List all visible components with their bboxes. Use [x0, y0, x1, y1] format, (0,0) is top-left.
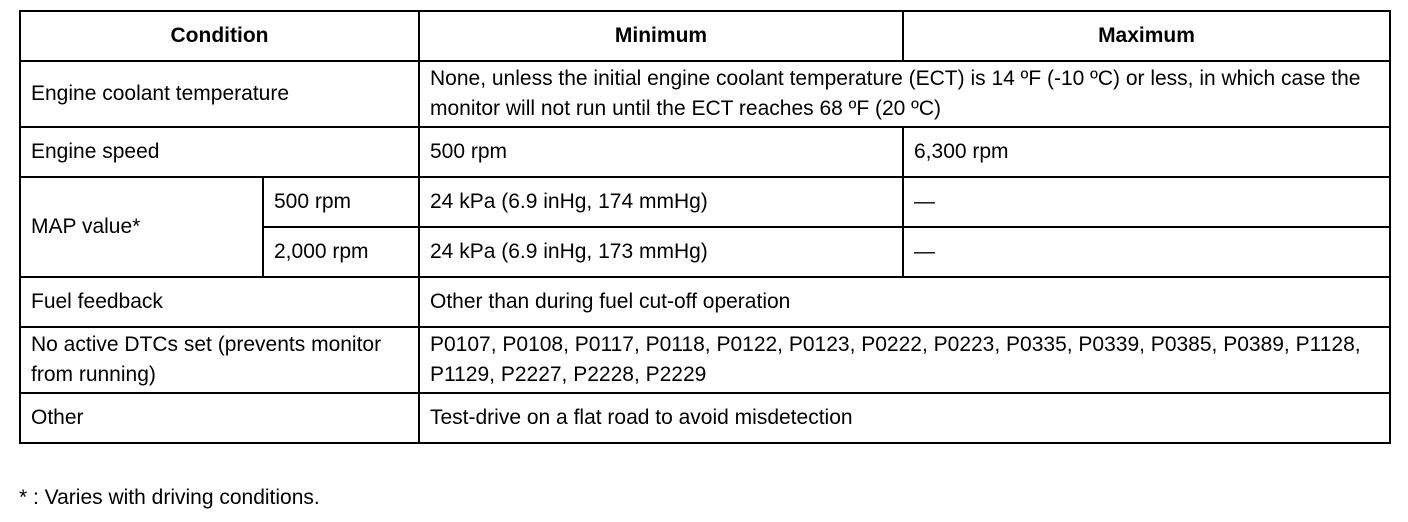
condition-cell: MAP value* — [20, 177, 263, 277]
header-condition: Condition — [20, 11, 419, 61]
enable-conditions-table — [19, 10, 1391, 444]
condition-cell: Other — [20, 393, 419, 443]
rpm-cell: 500 rpm — [263, 177, 419, 227]
minimum-cell: 24 kPa (6.9 inHg, 174 mmHg) — [419, 177, 903, 227]
table-row-engine-speed — [20, 127, 1390, 177]
value-cell: P0107, P0108, P0117, P0118, P0122, P0123, P0222, P0223, P0335, P0339, P0385, P0389, P1128, P1129, P2227, P2228, P2229 — [419, 327, 1390, 393]
minimum-cell: 24 kPa (6.9 inHg, 173 mmHg) — [419, 227, 903, 277]
footnote: * : Varies with driving conditions. — [19, 486, 320, 509]
header-maximum: Maximum — [903, 11, 1390, 61]
header-minimum: Minimum — [419, 11, 903, 61]
minimum-cell: 500 rpm — [419, 127, 903, 177]
value-cell: None, unless the initial engine coolant temperature (ECT) is 14 ºF (-10 ºC) or less, in which case the monitor will not run until the ECT reaches 68 ºF (20 ºC) — [419, 61, 1390, 127]
table-row-no-active-dtcs — [20, 327, 1390, 393]
rpm-cell: 2,000 rpm — [263, 227, 419, 277]
table-row-map-value-500 — [20, 177, 1390, 227]
header-row — [20, 11, 1390, 61]
maximum-cell: — — [903, 227, 1390, 277]
maximum-cell: — — [903, 177, 1390, 227]
maximum-cell: 6,300 rpm — [903, 127, 1390, 177]
table-row-engine-coolant-temperature — [20, 61, 1390, 127]
value-cell: Other than during fuel cut-off operation — [419, 277, 1390, 327]
table-row-other — [20, 393, 1390, 443]
value-cell: Test-drive on a flat road to avoid misdetection — [419, 393, 1390, 443]
condition-cell: Engine speed — [20, 127, 419, 177]
condition-cell: Fuel feedback — [20, 277, 419, 327]
table-row-fuel-feedback — [20, 277, 1390, 327]
condition-cell: Engine coolant temperature — [20, 61, 419, 127]
condition-cell: No active DTCs set (prevents monitor from running) — [20, 327, 419, 393]
